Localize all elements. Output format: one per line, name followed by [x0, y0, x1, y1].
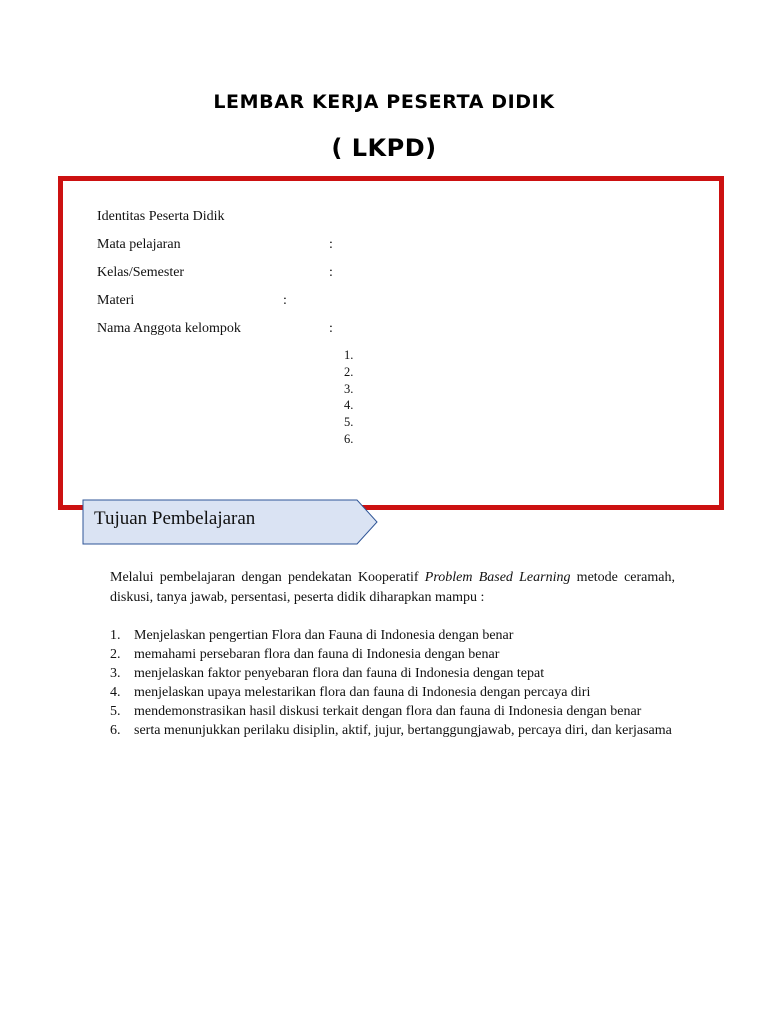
objective-number: 6.: [110, 723, 121, 738]
class-semester-label: Kelas/Semester: [97, 265, 185, 280]
objective-item: [110, 721, 675, 740]
objective-text: mendemonstrasikan hasil diskusi terkait dengan flora dan fauna di Indonesia dengan benar: [134, 704, 642, 719]
subject-colon: :: [329, 237, 333, 252]
member-number: 3.: [344, 381, 354, 396]
member-number: 4.: [344, 398, 354, 413]
intro-method-name: Problem Based Learning: [424, 570, 571, 585]
objective-text: menjelaskan upaya melestarikan flora dan fauna di Indonesia dengan percaya diri: [134, 685, 591, 700]
group-members-colon: :: [329, 321, 333, 336]
student-identity-box: [58, 176, 724, 510]
objective-number: 4.: [110, 685, 121, 700]
objective-number: 1.: [110, 628, 121, 643]
objective-number: 2.: [110, 647, 121, 662]
member-number: 5.: [344, 415, 354, 430]
subject-label: Mata pelajaran: [97, 237, 181, 252]
learning-objectives-banner: [82, 499, 378, 545]
identity-heading: Identitas Peserta Didik: [97, 209, 225, 224]
objective-number: 5.: [110, 704, 121, 719]
learning-objectives-heading: Tujuan Pembelajaran: [94, 508, 256, 529]
objective-number: 3.: [110, 666, 121, 681]
objective-text: memahami persebaran flora dan fauna di Indonesia dengan benar: [134, 647, 500, 662]
objective-item: [110, 626, 675, 645]
worksheet-title: LEMBAR KERJA PESERTA DIDIK: [213, 91, 555, 113]
group-member-list: [344, 347, 353, 448]
objective-item: [110, 645, 675, 664]
material-colon: :: [283, 293, 287, 308]
objective-item: [110, 702, 675, 721]
member-number: 2.: [344, 364, 354, 379]
objective-text: Menjelaskan pengertian Flora dan Fauna di Indonesia dengan benar: [134, 628, 514, 643]
objective-text: menjelaskan faktor penyebaran flora dan fauna di Indonesia dengan tepat: [134, 666, 545, 681]
class-semester-colon: :: [329, 265, 333, 280]
member-number: 1.: [344, 348, 354, 362]
member-number: 6.: [344, 431, 354, 446]
objective-item: [110, 683, 675, 702]
objectives-list: [110, 626, 675, 740]
material-label: Materi: [97, 293, 135, 308]
intro-text-start: Melalui pembelajaran dengan pendekatan Kooperatif: [110, 570, 425, 585]
objectives-intro-paragraph: [110, 568, 675, 607]
group-members-label: Nama Anggota kelompok: [97, 321, 241, 336]
intro-text-end: metode ceramah, diskusi, tanya jawab, persentasi, peserta didik diharapkan mampu :: [110, 570, 675, 605]
objective-item: [110, 664, 675, 683]
worksheet-subtitle: ( LKPD): [331, 134, 437, 162]
objective-text: serta menunjukkan perilaku disiplin, aktif, jujur, bertanggungjawab, percaya diri, dan kerjasama: [134, 723, 672, 738]
